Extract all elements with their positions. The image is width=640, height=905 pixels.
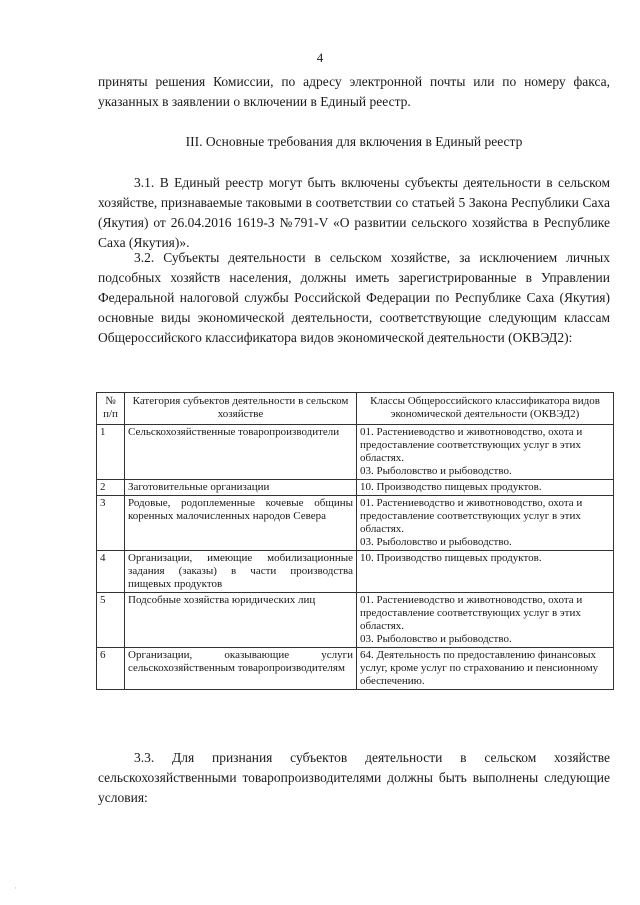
code-entry: 03. Рыболовство и рыбоводство. (360, 536, 512, 548)
row-num: 2 (97, 480, 125, 496)
row-num: 3 (97, 496, 125, 551)
row-category: Заготовительные организации (125, 480, 357, 496)
row-category: Организации, оказывающие услуги сельскохозяйственным товаропроизводителям (125, 648, 357, 690)
header-category: Категория субъектов деятельности в сельском хозяйстве (125, 393, 357, 425)
code-entry: 03. Рыболовство и рыбоводство. (360, 465, 512, 477)
row-codes (357, 551, 614, 593)
row-num: 6 (97, 648, 125, 690)
row-codes (357, 496, 614, 551)
paragraph-intro: приняты решения Комиссии, по адресу электронной почты или по номеру факса, указанных в заявлении о включении в Единый реестр. (98, 74, 610, 109)
row-codes (357, 480, 614, 496)
okved-table (96, 392, 614, 690)
row-category: Родовые, родоплеменные кочевые общины коренных малочисленных народов Севера (125, 496, 357, 551)
row-category: Подсобные хозяйства юридических лиц (125, 593, 357, 648)
scan-mark: · (14, 883, 17, 893)
code-entry: 03. Рыболовство и рыбоводство. (360, 633, 512, 645)
row-category: Сельскохозяйственные товаропроизводители (125, 425, 357, 480)
code-entry: 01. Растениеводство и животноводство, охота и предоставление соответствующих услуг в этих областях. (360, 426, 583, 464)
table-row (97, 593, 614, 648)
row-num: 5 (97, 593, 125, 648)
code-entry: 10. Производство пищевых продуктов. (360, 481, 542, 493)
row-num: 1 (97, 425, 125, 480)
row-num: 4 (97, 551, 125, 593)
header-classes: Классы Общероссийского классификатора видов экономической деятельности (ОКВЭД2) (357, 393, 614, 425)
row-codes (357, 648, 614, 690)
row-codes (357, 593, 614, 648)
row-codes (357, 425, 614, 480)
paragraph-3-2: 3.2. Субъекты деятельности в сельском хозяйстве, за исключением личных подсобных хозяйств населения, должны иметь зарегистрированные в Управлении Федеральной налоговой службы Российской Федерации по Республике Саха (Якутия) основные виды экономической деятельности, соответствующие следующим классам Общероссийского классификатора видов экономической деятельности (ОКВЭД2): (98, 250, 610, 345)
header-num: № п/п (97, 393, 125, 425)
paragraph-3-3: 3.3. Для признания субъектов деятельности в сельском хозяйстве сельскохозяйственными товаропроизводителями должны быть выполнены следующие условия: (98, 750, 610, 805)
row-category: Организации, имеющие мобилизационные задания (заказы) в части производства пищевых продуктов (125, 551, 357, 593)
code-entry: 01. Растениеводство и животноводство, охота и предоставление соответствующих услуг в этих областях. (360, 497, 583, 535)
paragraph-3-1: 3.1. В Единый реестр могут быть включены субъекты деятельности в сельском хозяйстве, признаваемые таковыми в соответствии со статьей 5 Закона Республики Саха (Якутия) от 26.04.2016 1619-З №791-V «О развитии сельского хозяйства в Республике Саха (Якутия)». (98, 175, 610, 250)
code-entry: 01. Растениеводство и животноводство, охота и предоставление соответствующих услуг в этих областях. (360, 594, 583, 632)
code-entry: 64. Деятельность по предоставлению финансовых услуг, кроме услуг по страхованию и пенсионному обеспечению. (360, 649, 599, 687)
table-row (97, 648, 614, 690)
table-header-row (97, 393, 614, 425)
table-row (97, 551, 614, 593)
code-entry: 10. Производство пищевых продуктов. (360, 552, 542, 564)
table-row (97, 496, 614, 551)
section-heading: III. Основные требования для включения в Единый реестр (185, 134, 523, 149)
page-number: 4 (316, 50, 324, 65)
table-row (97, 480, 614, 496)
table-row (97, 425, 614, 480)
